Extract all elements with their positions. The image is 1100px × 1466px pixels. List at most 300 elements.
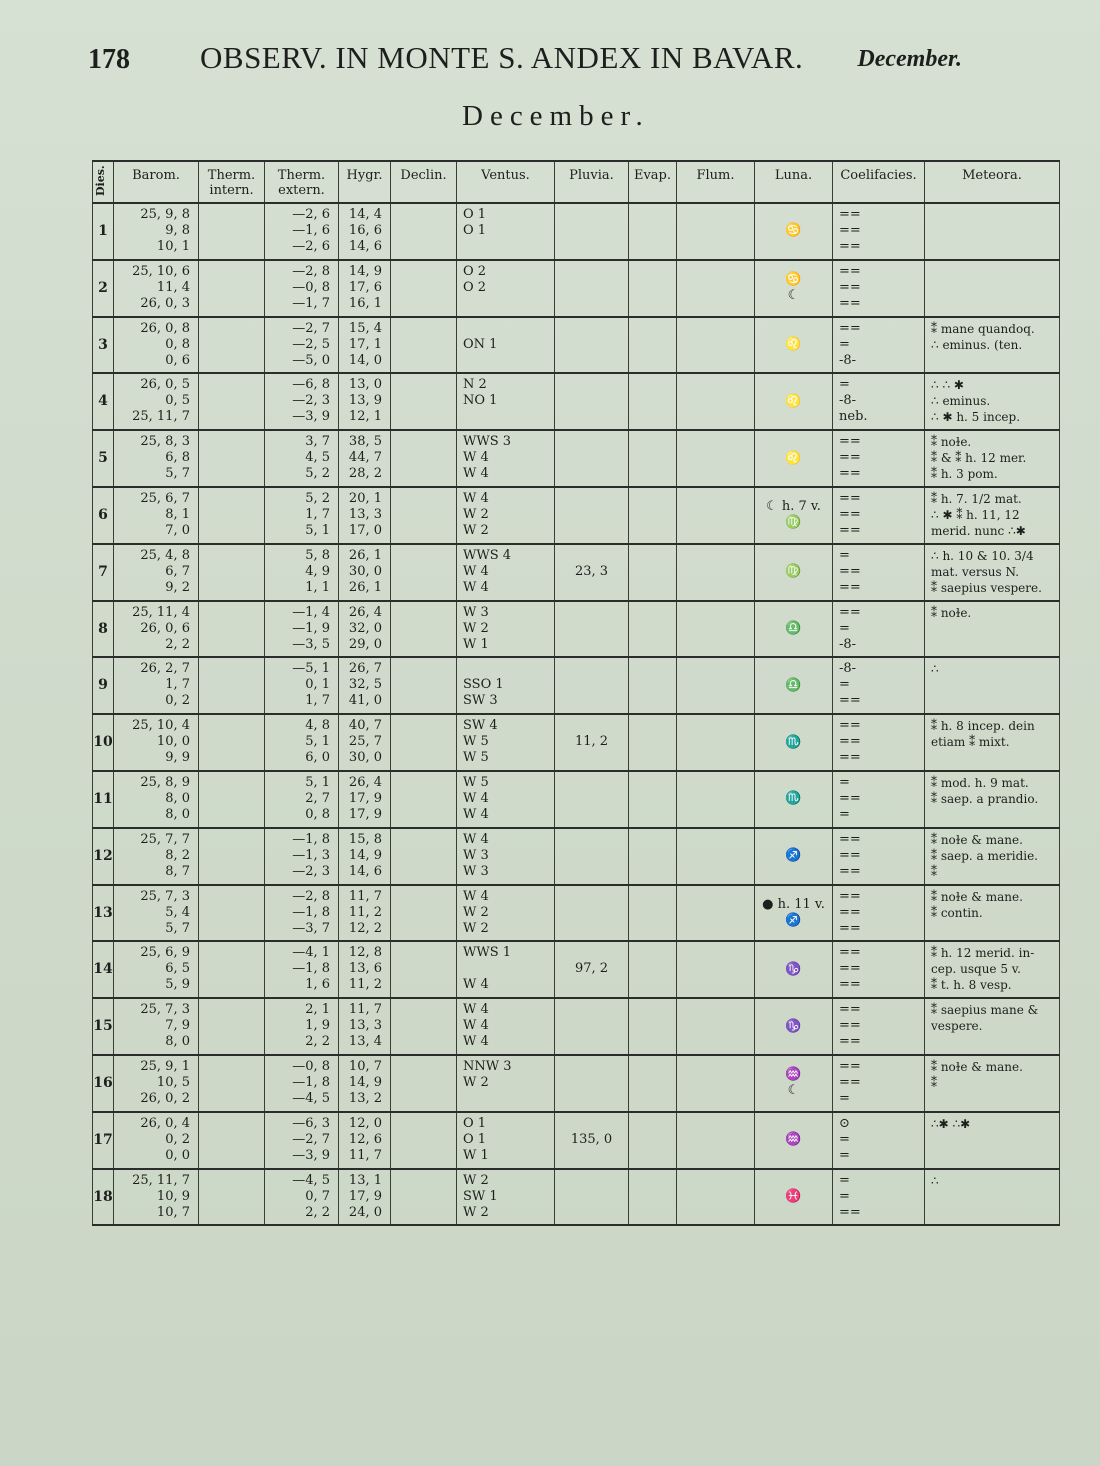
therm-ext-value: —2, 7 <box>292 320 330 336</box>
cell-day: 18 <box>92 1170 114 1225</box>
ventus-value: W 4 <box>463 450 489 466</box>
cell-declin <box>391 488 457 543</box>
cell-luna <box>755 715 833 770</box>
cell-therm-int <box>199 488 265 543</box>
coeli-value: = <box>839 336 850 352</box>
cell-evap <box>629 1056 677 1111</box>
page-number: 178 <box>88 44 130 75</box>
ventus-value: O 1 <box>463 207 487 222</box>
barom-value: 0, 6 <box>165 352 190 368</box>
ventus-value: WWS 4 <box>463 547 512 563</box>
cell-declin <box>391 715 457 770</box>
cell-coeli <box>833 488 925 543</box>
cell-coeli <box>833 715 925 770</box>
cell-therm-int <box>199 602 265 657</box>
cell-barom <box>114 942 199 997</box>
cell-pluvia <box>555 261 629 316</box>
hygr-value: 14, 9 <box>348 263 382 279</box>
cell-therm-int <box>199 829 265 884</box>
cell-barom <box>114 318 199 373</box>
cell-therm-ext <box>265 715 339 770</box>
cell-hygr <box>339 942 391 997</box>
cell-ventus <box>457 1113 555 1168</box>
cell-flum <box>677 942 755 997</box>
hygr-value: 13, 4 <box>348 1034 382 1050</box>
therm-ext-value: —1, 3 <box>292 847 330 863</box>
cell-declin <box>391 999 457 1054</box>
table-row <box>92 318 1060 375</box>
hygr-value: 13, 1 <box>348 1172 382 1188</box>
cell-declin <box>391 545 457 600</box>
cell-meteora <box>925 374 1060 429</box>
section-title: December. <box>462 100 650 132</box>
cell-declin <box>391 374 457 429</box>
cell-therm-ext <box>265 942 339 997</box>
cell-ventus <box>457 602 555 657</box>
hygr-value: 15, 4 <box>348 320 382 336</box>
cell-hygr <box>339 374 391 429</box>
meteora-value: ∴ ∴ ✱ <box>931 378 964 393</box>
cell-day: 5 <box>92 431 114 486</box>
cell-flum <box>677 488 755 543</box>
coeli-value: == <box>839 945 861 961</box>
ventus-value: W 2 <box>463 920 489 936</box>
cell-barom <box>114 999 199 1054</box>
hygr-value: 13, 6 <box>348 961 382 977</box>
barom-value: 1, 7 <box>165 677 190 693</box>
therm-ext-value: 4, 8 <box>305 718 330 734</box>
coeli-value: == <box>839 693 861 709</box>
cell-evap <box>629 942 677 997</box>
meteora-value: ⁑ mane quandoq. <box>931 321 1035 336</box>
coeli-value: -8- <box>839 352 857 368</box>
meteora-value: ⁑ mod. h. 9 mat. <box>931 776 1029 790</box>
ventus-value: W 4 <box>463 466 489 482</box>
cell-evap <box>629 261 677 316</box>
barom-value: 0, 8 <box>165 336 190 352</box>
barom-value: 10, 0 <box>156 734 190 750</box>
ventus-value: W 4 <box>463 831 489 847</box>
ventus-value: W 1 <box>463 1147 489 1163</box>
hygr-value: 12, 8 <box>348 945 382 961</box>
hygr-value: 12, 1 <box>348 409 382 425</box>
barom-value: 25, 10, 4 <box>132 718 190 734</box>
cell-flum <box>677 1056 755 1111</box>
meteora-value: etiam ⁑ mixt. <box>931 735 1010 750</box>
cell-day: 4 <box>92 374 114 429</box>
coeli-value: == <box>839 1034 861 1050</box>
hygr-value: 17, 9 <box>348 791 382 806</box>
cell-luna <box>755 602 833 657</box>
coeli-value: == <box>839 888 861 904</box>
therm-ext-value: 5, 8 <box>305 547 330 563</box>
cell-therm-int <box>199 1170 265 1225</box>
cell-day: 13 <box>92 886 114 941</box>
column-header-therm-int: Therm. intern. <box>199 162 265 202</box>
ventus-value: W 4 <box>463 1002 489 1018</box>
cell-day: 16 <box>92 1056 114 1111</box>
coeli-value: == <box>839 718 861 734</box>
therm-ext-value: 1, 9 <box>305 1018 330 1034</box>
ventus-value: W 2 <box>463 904 489 920</box>
barom-value: 26, 0, 4 <box>140 1115 190 1131</box>
therm-ext-value: —6, 8 <box>292 377 330 393</box>
hygr-value: 14, 9 <box>348 847 382 863</box>
cell-day: 17 <box>92 1113 114 1168</box>
meteora-value: ⁑ saepius mane & <box>931 1003 1039 1018</box>
cell-declin <box>391 1170 457 1225</box>
coeli-value: neb. <box>839 409 868 425</box>
cell-therm-ext <box>265 431 339 486</box>
cell-barom <box>114 772 199 827</box>
barom-value: 0, 5 <box>165 393 190 409</box>
meteora-value: cep. usque 5 v. <box>931 962 1021 977</box>
meteora-value: ⁑ <box>931 864 937 879</box>
cell-coeli <box>833 658 925 713</box>
cell-declin <box>391 261 457 316</box>
therm-ext-value: 5, 1 <box>305 775 330 790</box>
column-header-pluvia: Pluvia. <box>555 162 629 202</box>
therm-ext-value: 0, 8 <box>305 807 330 822</box>
barom-value: 2, 2 <box>165 636 190 652</box>
column-header-meteora: Meteora. <box>925 162 1060 202</box>
barom-value: 11, 4 <box>156 279 190 295</box>
coeli-value: = <box>839 377 850 393</box>
barom-value: 26, 2, 7 <box>140 661 190 677</box>
therm-ext-value: 2, 2 <box>305 1204 330 1220</box>
table-row <box>92 602 1060 659</box>
cell-coeli <box>833 1170 925 1225</box>
barom-value: 7, 9 <box>165 1018 190 1034</box>
meteora-value: ⁑ <box>931 1076 937 1090</box>
cell-evap <box>629 772 677 827</box>
cell-hygr <box>339 1170 391 1225</box>
cell-coeli <box>833 431 925 486</box>
barom-value: 8, 0 <box>165 791 190 806</box>
cell-pluvia <box>555 772 629 827</box>
luna-value: ♏ <box>785 734 802 750</box>
coeli-value: -8- <box>839 661 857 677</box>
ventus-value: O 1 <box>463 1131 487 1147</box>
coeli-value: == <box>839 239 861 254</box>
ventus-value: SW 4 <box>463 718 498 734</box>
cell-barom <box>114 204 199 259</box>
cell-pluvia: 135, 0 <box>555 1113 629 1168</box>
barom-value: 5, 9 <box>165 977 190 993</box>
cell-pluvia <box>555 374 629 429</box>
hygr-value: 17, 6 <box>348 279 382 295</box>
cell-coeli <box>833 1056 925 1111</box>
therm-ext-value: —0, 8 <box>292 279 330 295</box>
cell-declin <box>391 318 457 373</box>
column-header-luna: Luna. <box>755 162 833 202</box>
cell-barom <box>114 715 199 770</box>
coeli-value: = <box>839 1172 850 1188</box>
cell-meteora <box>925 602 1060 657</box>
coeli-value: = <box>839 547 850 563</box>
cell-barom <box>114 658 199 713</box>
table-row <box>92 772 1060 829</box>
hygr-value: 29, 0 <box>348 636 382 652</box>
cell-day: 9 <box>92 658 114 713</box>
cell-flum <box>677 886 755 941</box>
meteora-value: ⁑ saepius vespere. <box>931 580 1042 595</box>
cell-day: 3 <box>92 318 114 373</box>
meteora-value: ⁑ noɫe & mane. <box>931 832 1023 847</box>
ventus-value <box>457 1091 554 1107</box>
cell-day: 6 <box>92 488 114 543</box>
cell-luna <box>755 1056 833 1111</box>
cell-hygr <box>339 772 391 827</box>
hygr-value: 10, 7 <box>348 1059 382 1074</box>
cell-barom <box>114 602 199 657</box>
hygr-value: 16, 1 <box>348 295 382 311</box>
cell-ventus <box>457 772 555 827</box>
barom-value: 8, 0 <box>165 807 190 822</box>
cell-hygr <box>339 318 391 373</box>
meteora-value: merid. nunc ∴✱ <box>931 524 1026 538</box>
cell-therm-ext <box>265 1056 339 1111</box>
cell-ventus <box>457 261 555 316</box>
meteora-value: ∴ eminus. <box>931 394 991 409</box>
meteora-value: ∴ <box>931 1173 939 1188</box>
ventus-value: W 2 <box>463 1075 489 1090</box>
hygr-value: 11, 2 <box>348 977 382 993</box>
cell-pluvia <box>555 658 629 713</box>
therm-ext-value: —2, 3 <box>292 393 330 409</box>
cell-meteora <box>925 886 1060 941</box>
table-row <box>92 829 1060 886</box>
hygr-value: 13, 9 <box>348 393 382 409</box>
ventus-value: W 4 <box>463 563 489 579</box>
cell-meteora <box>925 999 1060 1054</box>
coeli-value: == <box>839 904 861 920</box>
table-row <box>92 488 1060 545</box>
hygr-value: 13, 3 <box>348 507 382 522</box>
coeli-value: == <box>839 320 861 336</box>
cell-meteora <box>925 942 1060 997</box>
therm-ext-value: —5, 0 <box>292 352 330 368</box>
therm-ext-value: —1, 8 <box>292 1075 330 1090</box>
ventus-value: W 2 <box>463 620 489 636</box>
hygr-value: 28, 2 <box>348 466 382 482</box>
cell-evap <box>629 602 677 657</box>
column-header-declin: Declin. <box>391 162 457 202</box>
meteora-value: ⁑ noɫe & mane. <box>931 1060 1023 1074</box>
therm-ext-value: —3, 9 <box>292 409 330 425</box>
therm-ext-value: 2, 1 <box>305 1002 330 1018</box>
cell-day: 1 <box>92 204 114 259</box>
coeli-value: == <box>839 961 861 977</box>
cell-barom <box>114 1170 199 1225</box>
cell-evap <box>629 715 677 770</box>
hygr-value: 14, 6 <box>348 239 382 254</box>
cell-flum <box>677 772 755 827</box>
barom-value: 7, 0 <box>165 523 190 538</box>
meteora-value: ⁑ noɫe. <box>931 605 972 620</box>
therm-ext-value: 3, 7 <box>305 434 330 450</box>
ventus-value: W 3 <box>463 847 489 863</box>
luna-value: ♎ <box>785 620 802 636</box>
ventus-value: O 2 <box>463 279 487 295</box>
column-header-evap: Evap. <box>629 162 677 202</box>
cell-therm-ext <box>265 261 339 316</box>
barom-value: 6, 8 <box>165 450 190 466</box>
barom-value: 26, 0, 2 <box>140 1091 190 1106</box>
coeli-value: == <box>839 604 861 620</box>
cell-flum <box>677 715 755 770</box>
ventus-value: O 2 <box>463 263 487 279</box>
hygr-value: 40, 7 <box>348 718 382 734</box>
therm-ext-value: —6, 3 <box>292 1115 330 1131</box>
cell-meteora <box>925 1170 1060 1225</box>
cell-evap <box>629 488 677 543</box>
meteora-value: ⁑ noɫe. <box>931 435 972 450</box>
luna-value: ♑ <box>785 961 802 977</box>
therm-ext-value: 1, 1 <box>305 579 330 595</box>
cell-evap <box>629 318 677 373</box>
barom-value: 9, 8 <box>165 223 190 238</box>
column-header-flum: Flum. <box>677 162 755 202</box>
cell-flum <box>677 431 755 486</box>
barom-value: 25, 6, 9 <box>140 945 190 961</box>
barom-value: 25, 6, 7 <box>140 491 190 506</box>
coeli-value: == <box>839 1002 861 1018</box>
barom-value: 26, 0, 8 <box>140 320 190 336</box>
table-row <box>92 545 1060 602</box>
hygr-value: 32, 0 <box>348 620 382 636</box>
cell-coeli <box>833 886 925 941</box>
barom-value: 25, 11, 7 <box>132 1172 190 1188</box>
cell-declin <box>391 602 457 657</box>
cell-evap <box>629 829 677 884</box>
table-row <box>92 999 1060 1056</box>
table-row <box>92 1056 1060 1113</box>
hygr-value: 41, 0 <box>348 693 382 709</box>
coeli-value: == <box>839 791 861 806</box>
cell-coeli <box>833 829 925 884</box>
cell-ventus <box>457 1170 555 1225</box>
ventus-value: W 5 <box>463 734 489 750</box>
cell-hygr <box>339 999 391 1054</box>
coeli-value: == <box>839 847 861 863</box>
hygr-value: 11, 7 <box>348 888 382 904</box>
barom-value: 8, 7 <box>165 863 190 879</box>
meteora-value: ∴ eminus. (ten. <box>931 337 1023 352</box>
therm-ext-value: —4, 5 <box>292 1172 330 1188</box>
cell-meteora <box>925 715 1060 770</box>
coeli-value: = <box>839 1188 850 1204</box>
therm-ext-value: 4, 9 <box>305 563 330 579</box>
ventus-value: W 4 <box>463 807 489 822</box>
cell-hygr <box>339 602 391 657</box>
hygr-value: 12, 6 <box>348 1131 382 1147</box>
barom-value: 26, 0, 6 <box>140 620 190 636</box>
ventus-value <box>457 296 554 312</box>
cell-barom <box>114 488 199 543</box>
cell-coeli <box>833 374 925 429</box>
luna-value: ☾ <box>787 288 800 304</box>
cell-therm-int <box>199 658 265 713</box>
cell-pluvia <box>555 318 629 373</box>
hygr-value: 13, 2 <box>348 1091 382 1106</box>
therm-ext-value: 5, 1 <box>305 734 330 750</box>
luna-value: ☾ h. 7 v. <box>766 499 821 515</box>
cell-day: 10 <box>92 715 114 770</box>
cell-ventus <box>457 204 555 259</box>
coeli-value: = <box>839 807 850 822</box>
barom-value: 9, 2 <box>165 579 190 595</box>
luna-value: ♋ <box>785 223 802 239</box>
cell-luna <box>755 829 833 884</box>
barom-value: 9, 9 <box>165 750 190 766</box>
cell-therm-int <box>199 886 265 941</box>
meteora-value: vespere. <box>931 1019 983 1034</box>
cell-flum <box>677 1113 755 1168</box>
cell-therm-ext <box>265 999 339 1054</box>
barom-value: 5, 4 <box>165 904 190 920</box>
cell-day: 2 <box>92 261 114 316</box>
cell-day: 11 <box>92 772 114 827</box>
table-row <box>92 658 1060 715</box>
ventus-value: W 2 <box>463 507 489 522</box>
cell-meteora <box>925 261 1060 316</box>
cell-flum <box>677 1170 755 1225</box>
cell-therm-ext <box>265 886 339 941</box>
cell-barom <box>114 1056 199 1111</box>
cell-luna <box>755 318 833 373</box>
cell-hygr <box>339 886 391 941</box>
luna-value: ♒ <box>785 1132 802 1148</box>
table-row <box>92 715 1060 772</box>
cell-flum <box>677 545 755 600</box>
hygr-value: 17, 0 <box>348 523 382 538</box>
cell-therm-int <box>199 261 265 316</box>
cell-pluvia <box>555 829 629 884</box>
cell-hygr <box>339 431 391 486</box>
therm-ext-value: —1, 9 <box>292 620 330 636</box>
hygr-value: 38, 5 <box>348 434 382 450</box>
therm-ext-value: —4, 1 <box>292 945 330 961</box>
coeli-value: == <box>839 507 861 522</box>
hygr-value: 14, 9 <box>348 1075 382 1090</box>
cell-hygr <box>339 1113 391 1168</box>
cell-luna <box>755 886 833 941</box>
cell-day: 12 <box>92 829 114 884</box>
cell-coeli <box>833 942 925 997</box>
cell-day: 15 <box>92 999 114 1054</box>
cell-ventus <box>457 715 555 770</box>
cell-declin <box>391 942 457 997</box>
cell-barom <box>114 829 199 884</box>
cell-luna <box>755 1113 833 1168</box>
therm-ext-value: —3, 9 <box>292 1147 330 1163</box>
cell-therm-ext <box>265 772 339 827</box>
barom-value: 10, 7 <box>156 1204 190 1220</box>
therm-ext-value: —0, 8 <box>292 1059 330 1074</box>
ventus-value: SW 1 <box>463 1188 498 1204</box>
therm-ext-value: —1, 7 <box>292 295 330 311</box>
ventus-value <box>457 239 554 255</box>
cell-coeli <box>833 318 925 373</box>
cell-evap <box>629 545 677 600</box>
cell-flum <box>677 829 755 884</box>
coeli-value: == <box>839 1075 861 1090</box>
therm-ext-value: 0, 7 <box>305 1188 330 1204</box>
barom-value: 6, 5 <box>165 961 190 977</box>
meteora-value: ⁑ h. 7. 1/2 mat. <box>931 492 1022 506</box>
cell-ventus <box>457 999 555 1054</box>
